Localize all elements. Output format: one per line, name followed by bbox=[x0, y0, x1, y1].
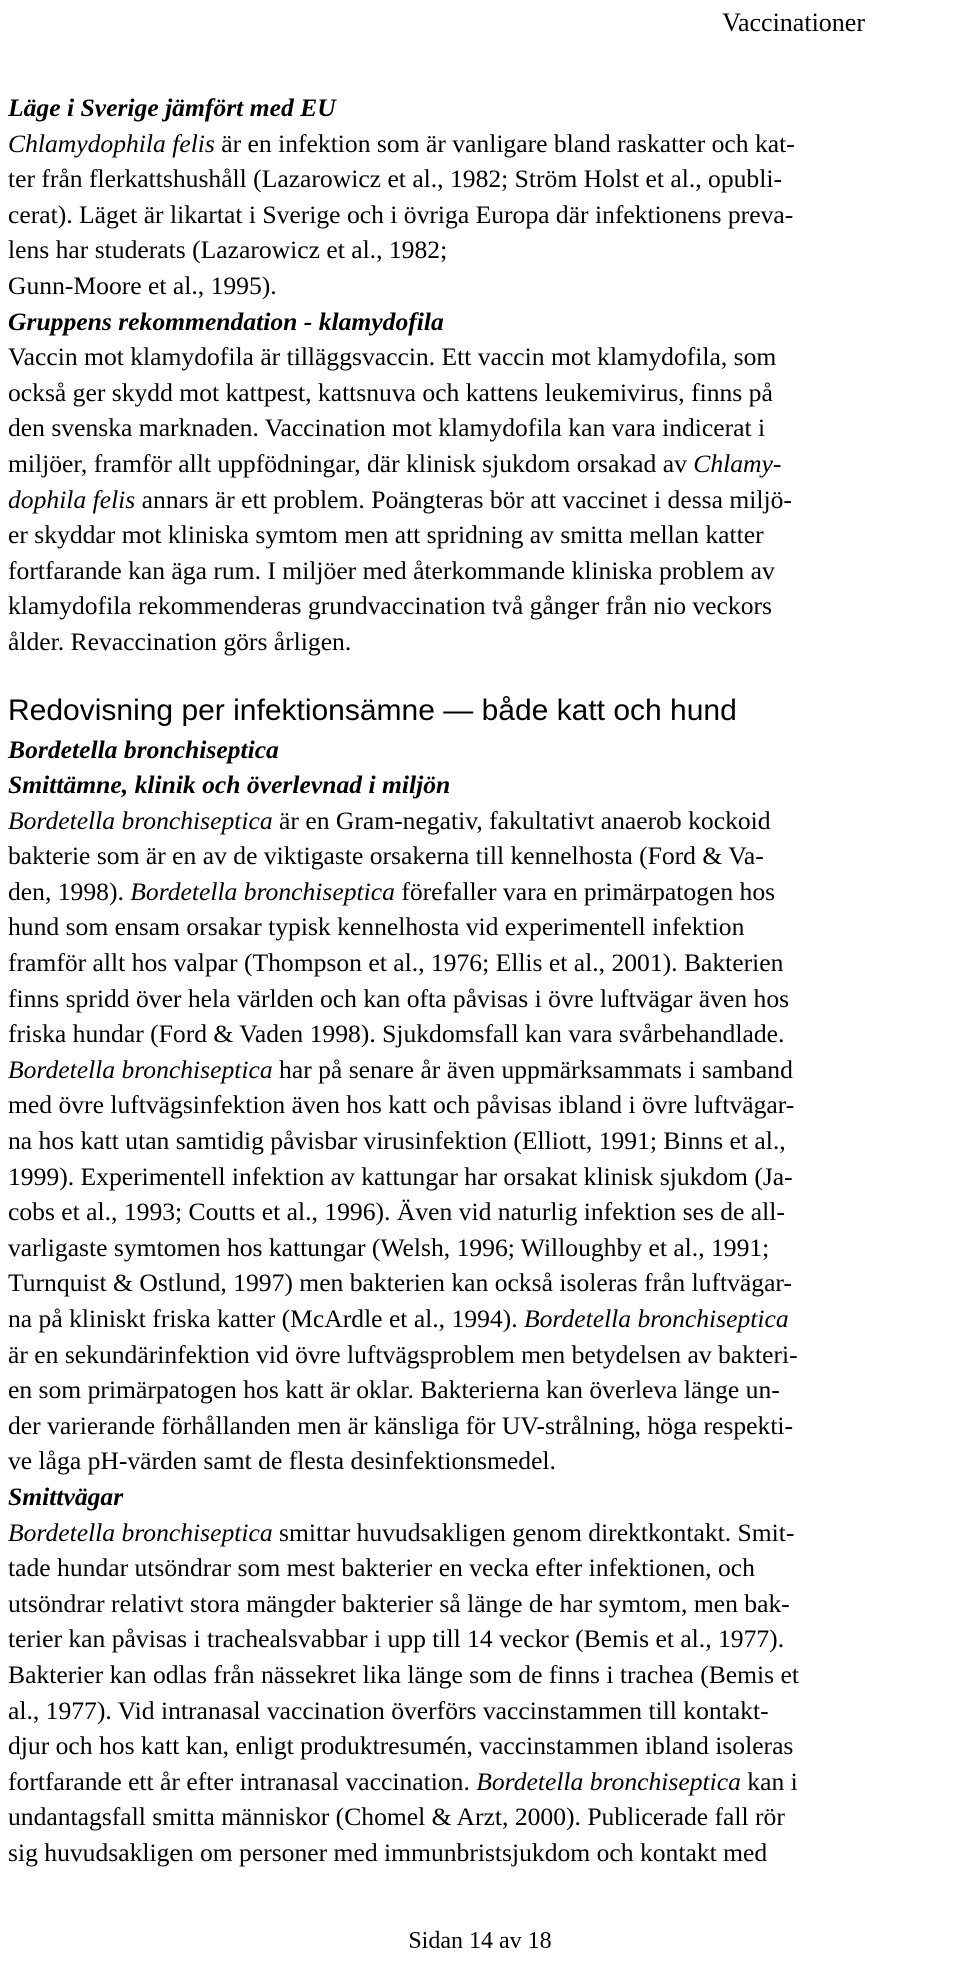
main-heading: Redovisning per infektionsämne — både katt och hund bbox=[8, 693, 737, 727]
text-run: cerat). Läget är likartat i Sverige och i övriga Europa där infektionens preva- bbox=[8, 199, 794, 229]
text-run: en som primärpatogen hos katt är oklar. Bakterierna kan överleva länge un- bbox=[8, 1375, 780, 1405]
text-line bbox=[8, 624, 958, 660]
text-line bbox=[8, 1337, 958, 1373]
text-line bbox=[8, 1693, 958, 1729]
text-line bbox=[8, 1586, 958, 1622]
text-run: ålder. Revaccination görs årligen. bbox=[8, 626, 352, 656]
text-run: annars är ett problem. Poängteras bör att vaccinet i dessa miljö- bbox=[135, 484, 792, 514]
text-line bbox=[8, 838, 958, 874]
text-run: lens har studerats (Lazarowicz et al., 1982; bbox=[8, 235, 448, 265]
text-line bbox=[8, 1301, 958, 1337]
text-run: er skyddar mot kliniska symtom men att spridning av smitta mellan katter bbox=[8, 520, 764, 550]
text-line bbox=[8, 197, 958, 233]
text-run: den, 1998). bbox=[8, 876, 131, 906]
text-line bbox=[8, 874, 958, 910]
italic-term: Chlamydophila felis bbox=[8, 128, 215, 158]
text-run: Bakterier kan odlas från nässekret lika länge som de finns i trachea (Bemis et bbox=[8, 1659, 799, 1689]
text-line bbox=[8, 268, 958, 304]
section-heading: Gruppens rekommendation - klamydofila bbox=[8, 306, 444, 336]
text-line bbox=[8, 1515, 958, 1551]
text-run: miljöer, framför allt uppfödningar, där klinisk sjukdom orsakad av bbox=[8, 448, 694, 478]
italic-term: Bordetella bronchiseptica bbox=[8, 805, 273, 835]
text-run: ter från flerkattshushåll (Lazarowicz et al., 1982; Ström Holst et al., opubli- bbox=[8, 164, 782, 194]
text-run: förefaller vara en primärpatogen hos bbox=[394, 876, 776, 906]
text-run: ve låga pH-värden samt de flesta desinfektionsmedel. bbox=[8, 1446, 556, 1476]
text-line bbox=[8, 161, 958, 197]
text-run: der varierande förhållanden men är känsliga för UV-strålning, höga respekti- bbox=[8, 1410, 794, 1440]
text-run: är en infektion som är vanligare bland raskatter och kat- bbox=[214, 128, 795, 158]
body-paragraph bbox=[8, 803, 958, 1479]
text-run: med övre luftvägsinfektion även hos katt och påvisas ibland i övre luftvägar- bbox=[8, 1090, 795, 1120]
text-line bbox=[8, 232, 958, 268]
text-run: Vaccin mot klamydofila är tilläggsvaccin. Ett vaccin mot klamydofila, som bbox=[8, 342, 777, 372]
italic-term: Bordetella bronchiseptica bbox=[476, 1766, 741, 1796]
text-run: na på kliniskt friska katter (McArdle et al., 1994). bbox=[8, 1304, 524, 1333]
text-run: cobs et al., 1993; Coutts et al., 1996). Även vid naturlig infektion ses de all- bbox=[8, 1197, 785, 1227]
text-line bbox=[8, 517, 958, 553]
text-run: varligaste symtomen hos kattungar (Welsh, 1996; Willoughby et al., 1991; bbox=[8, 1232, 770, 1262]
text-line bbox=[8, 1230, 958, 1266]
text-run: hund som ensam orsakar typisk kennelhosta vid experimentell infektion bbox=[8, 912, 745, 942]
italic-term: dophila felis bbox=[8, 484, 136, 514]
text-run: smittar huvudsakligen genom direktkontakt. Smit- bbox=[272, 1517, 795, 1547]
text-line bbox=[8, 553, 958, 589]
italic-term: Bordetella bronchiseptica bbox=[130, 876, 395, 906]
italic-term: Bordetella bronchiseptica bbox=[8, 1054, 273, 1084]
text-line bbox=[8, 339, 958, 375]
text-run: är en Gram-negativ, fakultativt anaerob kockoid bbox=[272, 805, 771, 835]
text-line bbox=[8, 1621, 958, 1657]
text-run: sig huvudsakligen om personer med immunbristsjukdom och kontakt med bbox=[8, 1837, 768, 1867]
text-run: också ger skydd mot kattpest, kattsnuva och kattens leukemivirus, finns på bbox=[8, 377, 773, 407]
text-run: kan i bbox=[740, 1766, 798, 1796]
section-heading: Smittämne, klinik och överlevnad i miljön bbox=[8, 770, 451, 800]
text-line bbox=[8, 1087, 958, 1123]
text-run: terier kan påvisas i trachealsvabbar i upp till 14 veckor (Bemis et al., 1977). bbox=[8, 1624, 785, 1654]
text-run: fortfarande kan äga rum. I miljöer med återkommande kliniska problem av bbox=[8, 555, 775, 585]
text-line bbox=[8, 803, 958, 839]
page-number: Sidan 14 av 18 bbox=[408, 1928, 552, 1954]
section-heading: Läge i Sverige jämfört med EU bbox=[8, 93, 336, 122]
text-line bbox=[8, 446, 958, 482]
text-run: framför allt hos valpar (Thompson et al., 1976; Ellis et al., 2001). Bakterien bbox=[8, 948, 784, 978]
text-run: na hos katt utan samtidig påvisbar virusinfektion (Elliott, 1991; Binns et al., bbox=[8, 1126, 786, 1156]
text-line bbox=[8, 1194, 958, 1230]
italic-term: Bordetella bronchiseptica bbox=[524, 1304, 789, 1333]
text-run: klamydofila rekommenderas grundvaccination två gånger från nio veckors bbox=[8, 591, 772, 621]
text-run: Gunn-Moore et al., 1995). bbox=[8, 270, 277, 300]
text-line bbox=[8, 126, 958, 162]
text-line bbox=[8, 1550, 958, 1586]
text-line bbox=[8, 1123, 958, 1159]
text-run: fortfarande ett år efter intranasal vaccination. bbox=[8, 1766, 477, 1796]
body-paragraph bbox=[8, 339, 958, 659]
running-header: Vaccinationer bbox=[722, 8, 865, 37]
text-run: är en sekundärinfektion vid övre luftvägsproblem men betydelsen av bakteri- bbox=[8, 1339, 798, 1369]
section-heading: Smittvägar bbox=[8, 1481, 124, 1511]
text-line bbox=[8, 410, 958, 446]
text-run: friska hundar (Ford & Vaden 1998). Sjukdomsfall kan vara svårbehandlade. bbox=[8, 1019, 785, 1049]
organism-heading: Bordetella bronchiseptica bbox=[8, 734, 279, 764]
text-line bbox=[8, 1016, 958, 1052]
text-run: djur och hos katt kan, enligt produktresumén, vaccinstammen ibland isoleras bbox=[8, 1731, 794, 1761]
text-run: Turnquist & Ostlund, 1997) men bakterien kan också isoleras från luftvägar- bbox=[8, 1268, 792, 1298]
text-line bbox=[8, 1728, 958, 1764]
text-run: bakterie som är en av de viktigaste orsakerna till kennelhosta (Ford & Va- bbox=[8, 841, 764, 871]
body-paragraph bbox=[8, 126, 958, 304]
text-line bbox=[8, 909, 958, 945]
text-line bbox=[8, 1408, 958, 1444]
text-run: utsöndrar relativt stora mängder bakterier så länge de har symtom, men bak- bbox=[8, 1588, 790, 1618]
text-run: 1999). Experimentell infektion av kattungar har orsakat klinisk sjukdom (Ja- bbox=[8, 1161, 793, 1191]
text-line bbox=[8, 375, 958, 411]
text-line bbox=[8, 482, 958, 518]
text-line bbox=[8, 1372, 958, 1408]
text-line bbox=[8, 1657, 958, 1693]
text-run: undantagsfall smitta människor (Chomel & Arzt, 2000). Publicerade fall rör bbox=[8, 1802, 785, 1832]
text-line bbox=[8, 1052, 958, 1088]
text-line bbox=[8, 981, 958, 1017]
text-run: tade hundar utsöndrar som mest bakterier en vecka efter infektionen, och bbox=[8, 1553, 755, 1583]
text-line bbox=[8, 1265, 958, 1301]
text-line bbox=[8, 1443, 958, 1479]
text-line bbox=[8, 588, 958, 624]
italic-term: Bordetella bronchiseptica bbox=[8, 1517, 273, 1547]
text-line bbox=[8, 1764, 958, 1800]
text-run: finns spridd över hela världen och kan ofta påvisas i övre luftvägar även hos bbox=[8, 983, 790, 1013]
italic-term: Chlamy- bbox=[693, 448, 782, 478]
text-run: har på senare år även uppmärksammats i samband bbox=[272, 1054, 793, 1084]
text-line bbox=[8, 1159, 958, 1195]
body-paragraph bbox=[8, 1515, 958, 1871]
text-line bbox=[8, 1835, 958, 1871]
page-content bbox=[8, 90, 958, 1871]
text-run: den svenska marknaden. Vaccination mot klamydofila kan vara indicerat i bbox=[8, 413, 766, 443]
text-line bbox=[8, 945, 958, 981]
text-run: al., 1977). Vid intranasal vaccination överförs vaccinstammen till kontakt- bbox=[8, 1695, 769, 1725]
text-line bbox=[8, 1799, 958, 1835]
